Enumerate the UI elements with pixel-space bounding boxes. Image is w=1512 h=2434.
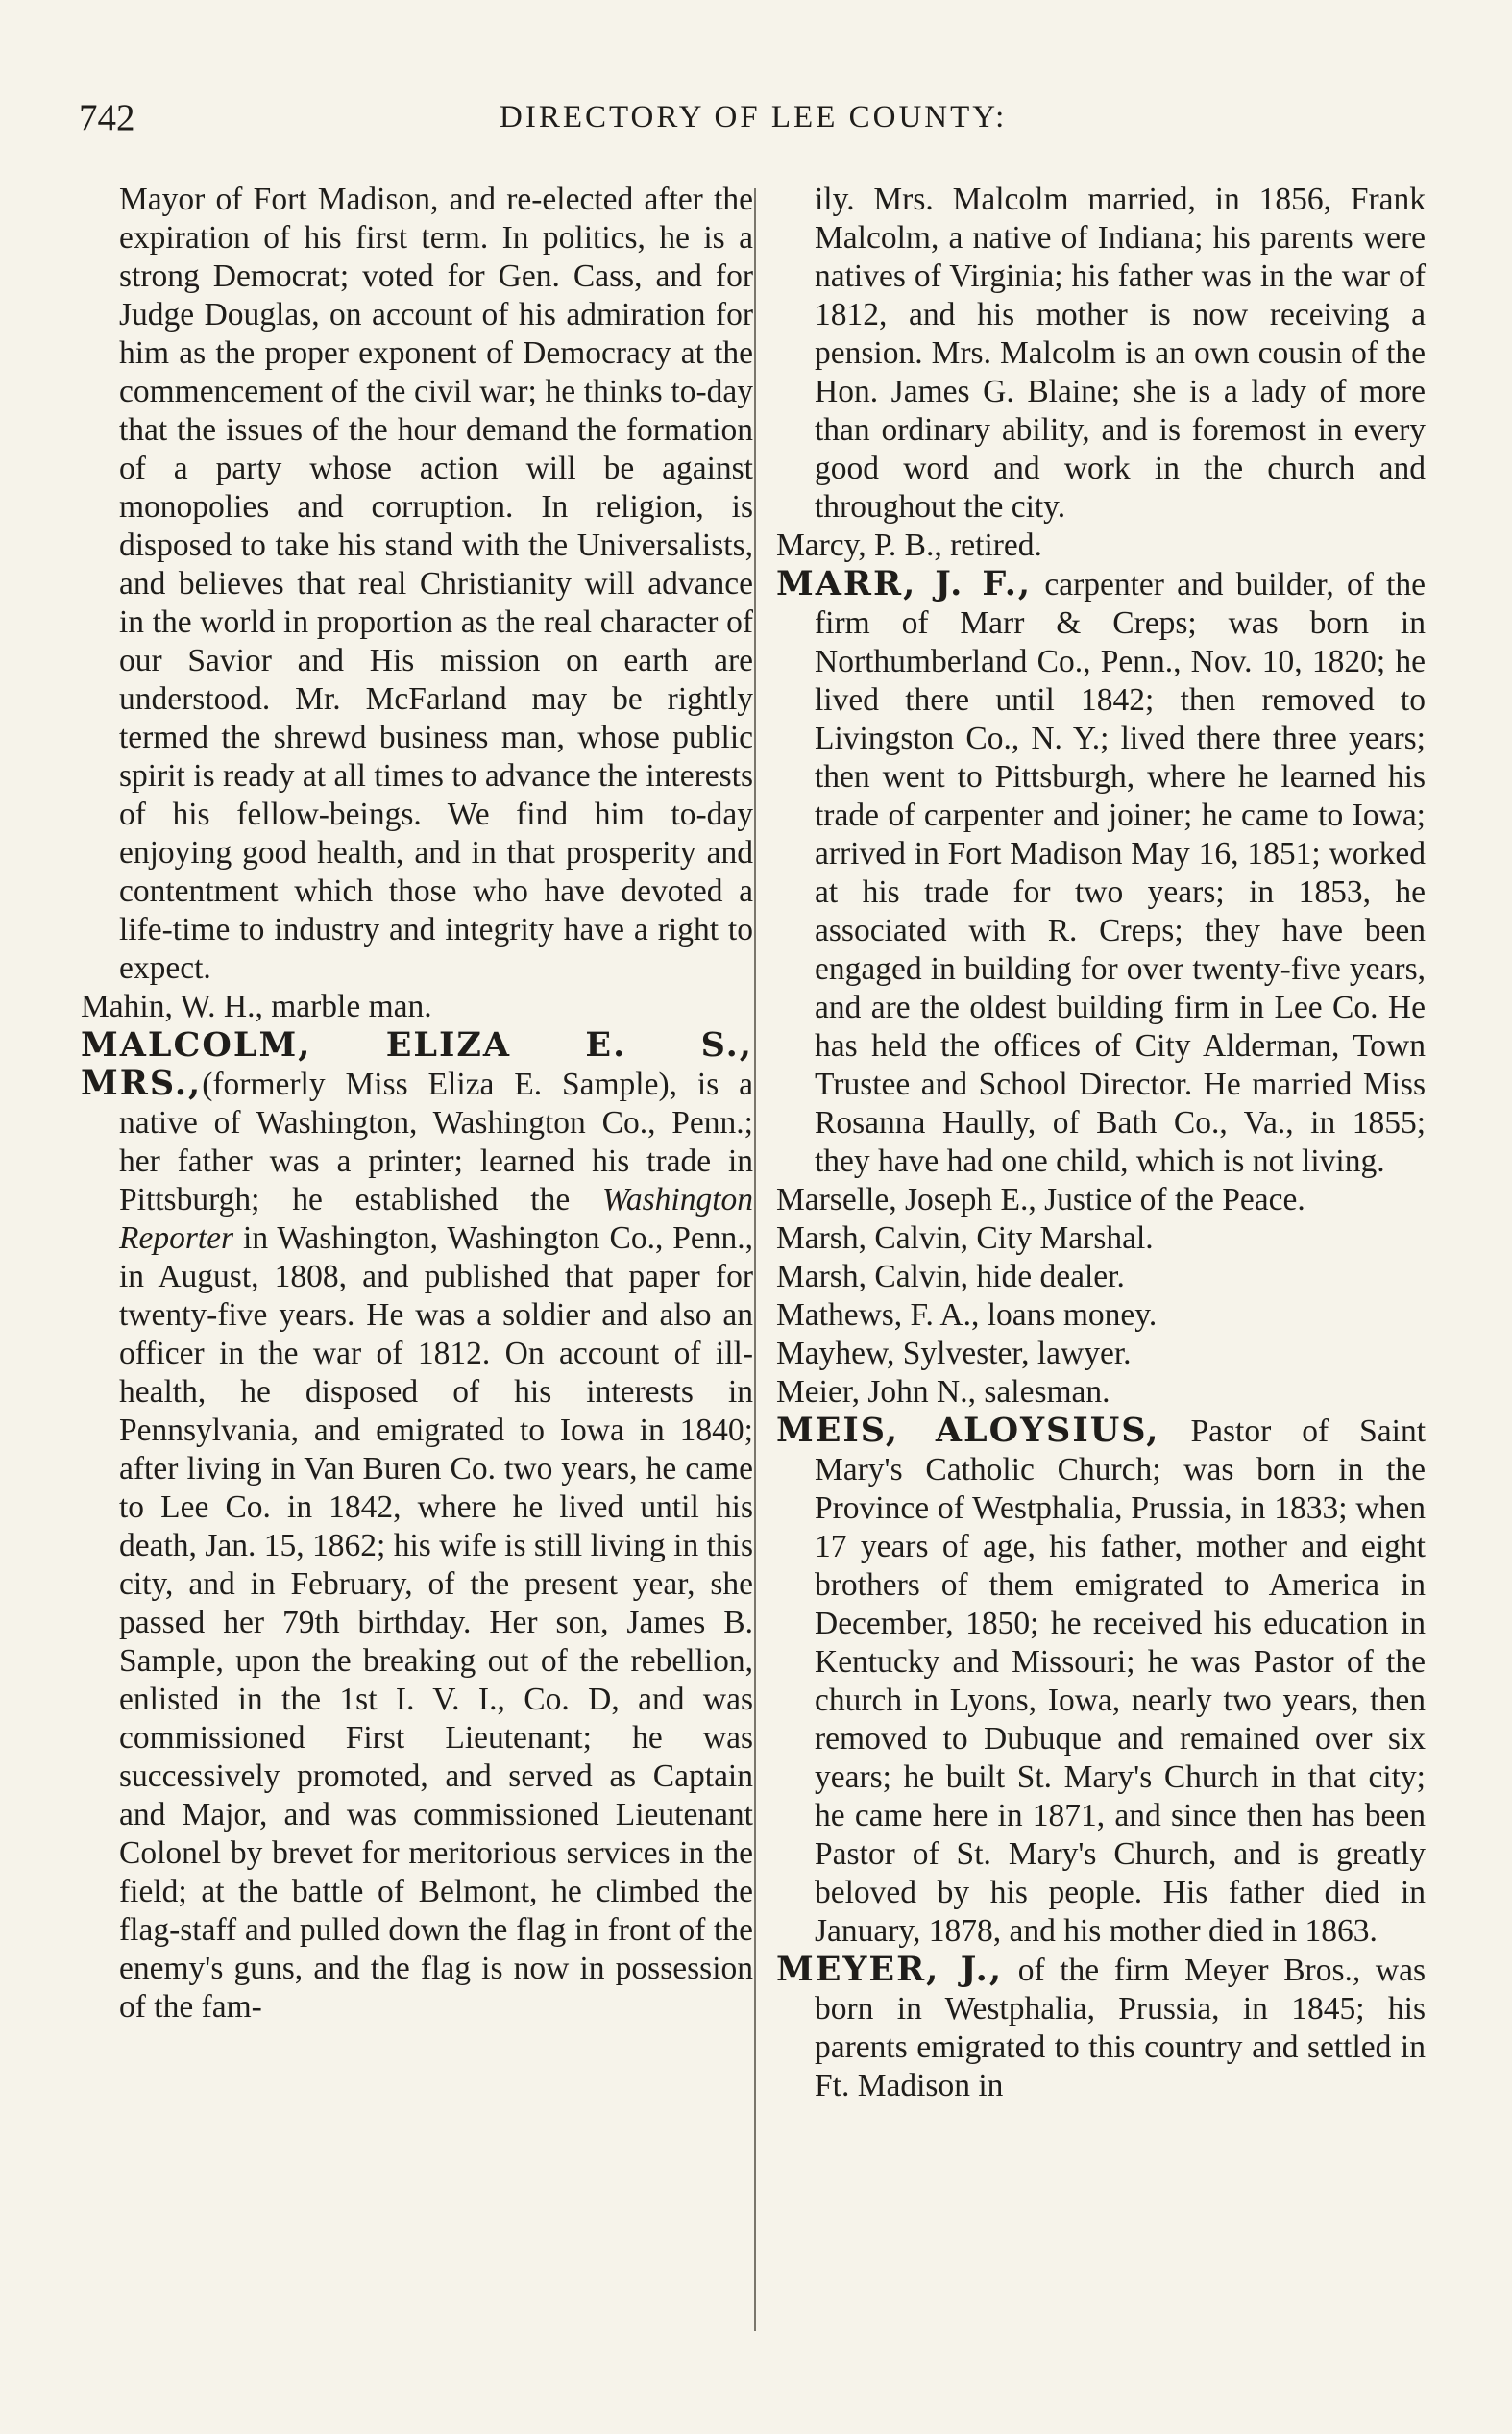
entry-name-malcolm-title: MRS.,: [81, 1064, 203, 1103]
entry-mathews: Mathews, F. A., loans money.: [776, 1297, 1158, 1333]
entry-marselle: Marselle, Joseph E., Justice of the Peace.: [776, 1182, 1305, 1217]
entry-marcy: Marcy, P. B., retired.: [776, 528, 1042, 563]
right-column: [776, 181, 1426, 2105]
running-title: DIRECTORY OF LEE COUNTY:: [500, 100, 1008, 135]
entry-text-meis: Pastor of Saint Mary's Catholic Church; was born in the Province of Westphalia, Prussia, in 1833; when 17 years of age, his father, mother and eight brothers of them emigrated to America in December, 1850; he received his education in Kentucky and Missouri; he was Pastor of the church in Lyons, Iowa, nearly two years, then removed to Dubuque and remained over six years; he built St. Mary's Church in that city; he came here in 1871, and since then has been Pastor of St. Mary's Church, and is greatly beloved by his people. His father died in January, 1878, and his mother died in 1863.: [815, 1414, 1426, 1949]
entry-malcolm: [81, 1026, 753, 2027]
entry-malcolm-continued: ily. Mrs. Malcolm married, in 1856, Frank Malcolm, a native of Indiana; his parents were natives of Virginia; his father was in the war of 1812, and his mother is now receiving a pension. Mrs. Malcolm is an own cousin of the Hon. James G. Blaine; she is a lady of more than ordinary ability, and is foremost in every good word and work in the church and throughout the city.: [815, 182, 1426, 525]
newspaper-title: Washington Reporter: [119, 1182, 753, 1256]
entry-name-meis: MEIS, ALOYSIUS,: [776, 1411, 1160, 1450]
page-header: [0, 96, 1512, 144]
entry-marsh-hide-dealer: Marsh, Calvin, hide dealer.: [776, 1259, 1125, 1294]
left-column: [81, 181, 753, 2027]
page-number: 742: [79, 97, 135, 138]
entry-meyer: [776, 1951, 1426, 2105]
malcolm-text-b: in Washington, Washington Co., Penn., in August, 1808, and published that paper for twenty-five years. He was a soldier and also an officer in the war of 1812. On account of ill-health, he disposed of his interests in Pennsylvania, and emigrated to Iowa in 1840; after living in Van Buren Co. two years, he came to Lee Co. in 1842, where he lived until his death, Jan. 15, 1862; his wife is still living in this city, and in February, of the present year, she passed her 79th birthday. Her son, James B. Sample, upon the breaking out of the rebellion, enlisted in the 1st I. V. I., Co. D, and was commissioned First Lieutenant; he was successively promoted, and served as Captain and Major, and was commissioned Lieutenant Colonel by brevet for meritorious services in the field; at the battle of Belmont, he climbed the flag-staff and pulled down the flag in front of the enemy's guns, and the flag is now in possession of the fam-: [119, 1220, 753, 2025]
entry-mcfarland-continued: Mayor of Fort Madison, and re-elected after the expiration of his first term. In politics, he is a strong Democrat; voted for Gen. Cass, and for Judge Douglas, on account of his admiration for him as the proper exponent of Democracy at the commencement of the civil war; he thinks to-day that the issues of the hour demand the formation of a party whose action will be against monopolies and corruption. In religion, is disposed to take his stand with the Universalists, and believes that real Christianity will advance in the world in proportion as the real character of our Savior and His mission on earth are understood. Mr. McFarland may be rightly termed the shrewd business man, whose public spirit is ready at all times to advance the interests of his fellow-beings. We find him to-day enjoying good health, and in that prosperity and contentment which those who have devoted a life-time to industry and integrity have a right to expect.: [119, 182, 753, 986]
entry-text-marr: carpenter and builder, of the firm of Marr & Creps; was born in Northumberland Co., Penn., Nov. 10, 1820; he lived there until 1842; then removed to Livingston Co., N. Y.; lived there three years; then went to Pittsburgh, where he learned his trade of carpenter and joiner; he came to Iowa; arrived in Fort Madison May 16, 1851; worked at his trade for two years; in 1853, he associated with R. Creps; they have been engaged in building for over twenty-five years, and are the oldest building firm in Lee Co. He has held the offices of City Alderman, Town Trustee and School Director. He married Miss Rosanna Haully, of Bath Co., Va., in 1855; they have had one child, which is not living.: [815, 567, 1427, 1179]
entry-mayhew: Mayhew, Sylvester, lawyer.: [776, 1336, 1132, 1371]
entry-mahin: Mahin, W. H., marble man.: [81, 989, 432, 1024]
malcolm-text-a: (formerly Miss Eliza E. Sample), is a native of Washington, Washington Co., Penn.; her father was a printer; learned his trade in Pittsburgh; he established the: [119, 1067, 753, 1217]
entry-marsh-marshal: Marsh, Calvin, City Marshal.: [776, 1220, 1154, 1256]
entry-name-marr: MARR, J. F.,: [776, 564, 1033, 603]
entry-text-meyer: of the firm Meyer Bros., was born in Westphalia, Prussia, in 1845; his parents emigrated to this country and settled in Ft. Madison in: [815, 1953, 1426, 2103]
entry-name-meyer: MEYER, J.,: [776, 1950, 1004, 1989]
entry-meis: [776, 1412, 1426, 1951]
entry-text-malcolm: [81, 1065, 753, 2027]
entry-name-malcolm: MALCOLM, ELIZA E. S.,: [81, 1025, 753, 1065]
entry-meier: Meier, John N., salesman.: [776, 1374, 1110, 1410]
column-divider: [754, 188, 756, 2331]
entry-marr: [776, 565, 1426, 1181]
